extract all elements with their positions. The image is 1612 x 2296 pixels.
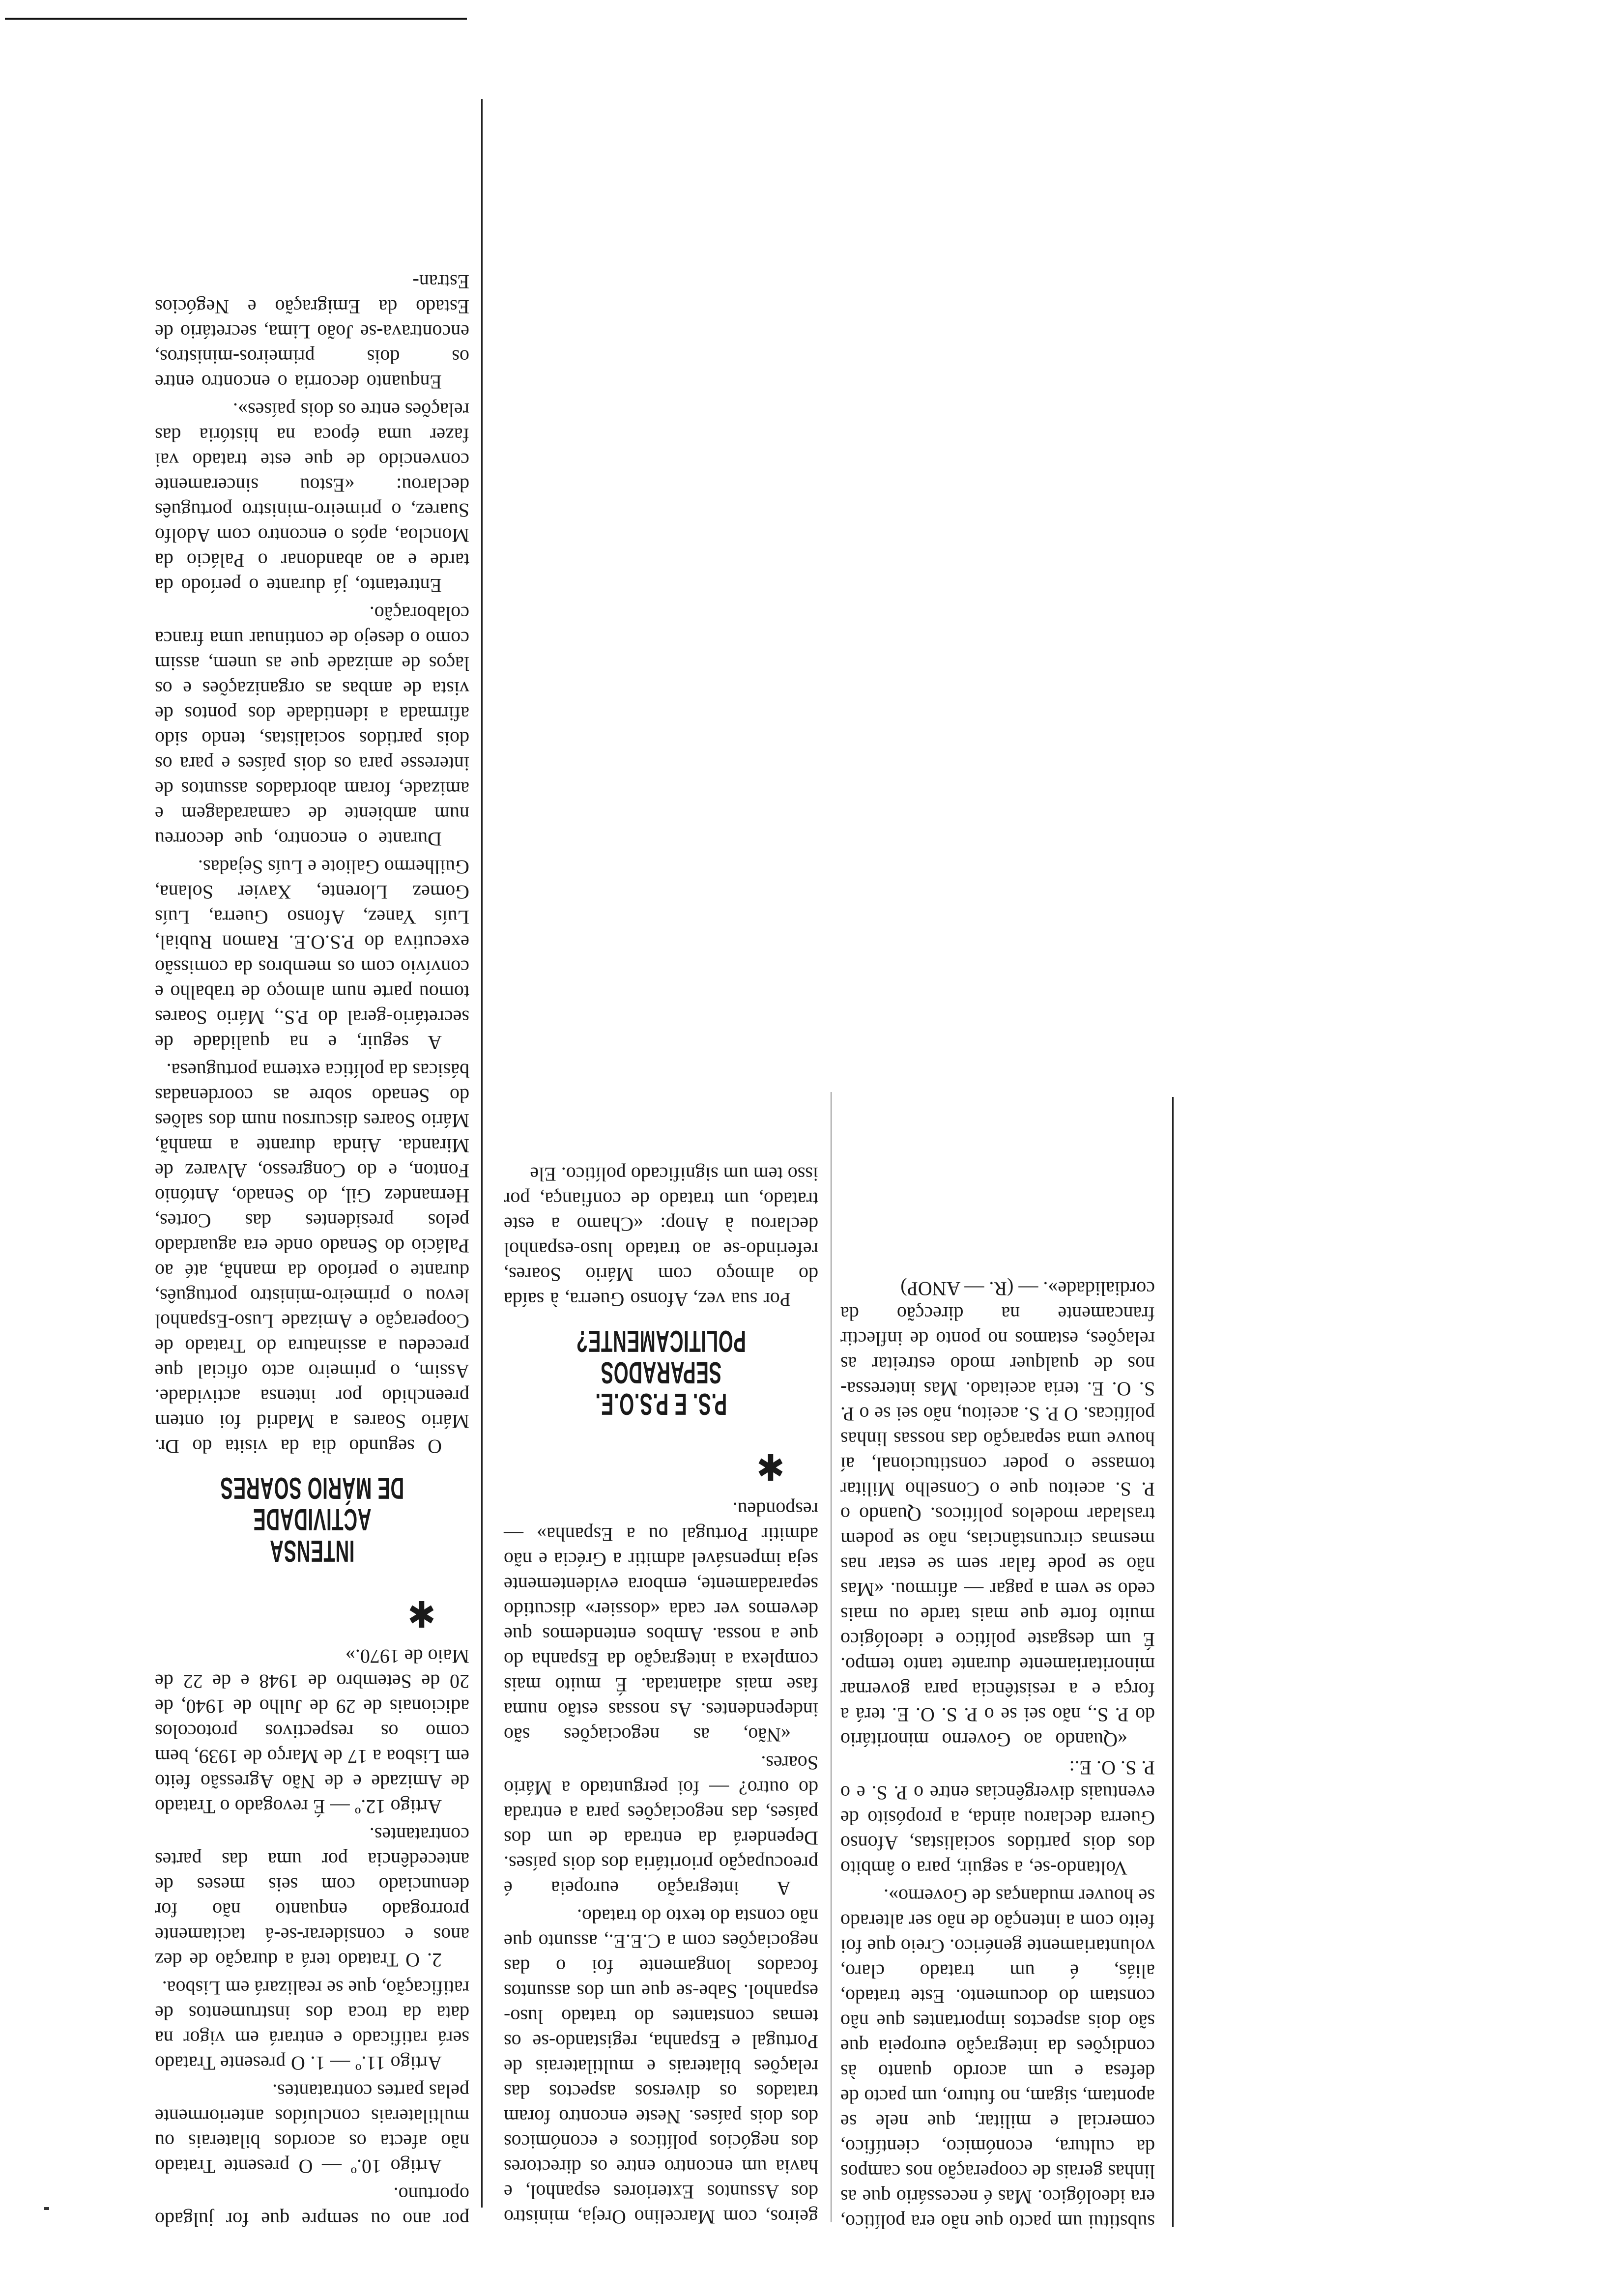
paragraph: 2. O Tratado terá a duração de dez anos e considerar-se-á tacitamente prorrogado enquanto não for denunciado com seis meses de antecedência por uma das partes contratantes. bbox=[155, 1824, 469, 1971]
paragraph: O segundo dia da visita do Dr. Mário Soares a Madrid foi ontem preenchido por intensa actividade. Assim, o primeiro acto oficial que precedeu a assinatura do Tratado de Cooperação e Amizade Luso-Espanhol levou o primeiro-ministro português, durante o período da manhã, até ao Palácio do Senado onde era aguardado pelos presidentes das Cortes, Hernandez Gil, do Senado, António Fonton, e do Congresso, Alvarez de Miranda. Ainda durante a manhã, Mário Soares discursou num dos salões do Senado sobre as coordenadas básicas da política externa portuguesa. bbox=[155, 1060, 469, 1458]
paragraph: substitui um pacto que não era político, era ideológico. Mas é necessário que as linhas gerais de cooperação nos campos da cultura, económico, científico, comercial e militar, que nele se apontam, sigam, no futuro, um pacto de defesa e um acordo quanto às condições da integração europeia que são dois aspectos importantes que não constam do documento. Este tratado, aliás, é um tratado claro, voluntariamente genérico. Creio que foi feito com a intenção de não ser alterado se houver mudanças de Governo». bbox=[840, 1885, 1155, 2233]
paragraph: Voltando-se, a seguir, para o âmbito dos dois partidos socialistas, Afonso Guerra declarou ainda, a propósito de eventuais divergências entre o P. S. e o P. S. O. E.: bbox=[840, 1757, 1155, 1879]
column-rule bbox=[481, 99, 483, 2208]
column-b bbox=[504, 1159, 818, 2230]
heading-ps-psoe bbox=[564, 1324, 785, 1487]
paragraph: A integração europeia é preocupação prioritária dos dois países. Dependerá da entrada de um dos países, das negociações para a entrada do outro? — foi perguntado a Mário Soares. bbox=[504, 1752, 818, 1899]
paragraph: por ano ou sempre que for julgado oportuno. bbox=[155, 2183, 469, 2231]
column-a bbox=[155, 266, 469, 2232]
paragraph: Durante o encontro, que decorreu num ambiente de camaradagem e amizade, foram abordados assuntos de interesse para os dois países e para os dois partidos socialistas, tendo sido afirmada a identidade dos pontos de vista de ambas as organizações e os laços de amizade que as unem, assim como o desejo de continuar uma franca colaboração. bbox=[155, 603, 469, 850]
paragraph: Artigo 11.º — 1. O presente Tratado será ratificado e entrará em vigor na data da troca dos instrumentos de ratificação, que se realizará em Lisboa. bbox=[155, 1977, 469, 2074]
heading-text: P.S. E P.S.O.E. SEPARADOS POLITICAMENTE? bbox=[576, 1324, 747, 1421]
paragraph: «Não, as negociações são independentes. As nossas estão numa fase mais adiantada. É muito mais complexa a integração da Espanha do que a nossa. Ambos entendemos que devemos ver cada «dossier» discutido separadamente, embora evidentemente seja impensável admitir a Grécia e não admitir Portugal ou a Espanha» — respondeu. bbox=[504, 1498, 818, 1746]
paragraph: Artigo 10.º — O presente Tratado não afecta os acordos bilaterais ou multilaterais concluídos anteriormente pelas partes contratantes. bbox=[155, 2080, 469, 2178]
top-border-line bbox=[5, 18, 467, 20]
star-icon: ✱ bbox=[406, 1593, 436, 1634]
column-c bbox=[840, 1273, 1155, 2235]
paragraph: «Quando ao Governo minoritário do P. S., não sei se o P. S. O. E. terá a força e a resistência para governar minoritariamente durante tanto tempo. É um desgaste político e ideológico muito forte que mais tarde ou mais cedo se vem a pagar — afirmou. «Mas não se pode falar sem se estar nas mesmas circunstâncias, não se podem trasladar modelos políticos. Quando o P. S. aceitou que o Conselho Militar tomasse o poder constitucional, aí houve uma separação das nossas linhas políticas. O P. S. aceitou, não sei se o P. S. O. E. teria aceitado. Mas interessa-nos de qualquer modo estreitar as relações, estamos no ponto de inflectir francamente na direcção da cordialidade». — (R. — ANOP) bbox=[840, 1278, 1155, 1751]
star-icon: ✱ bbox=[755, 1446, 785, 1487]
paragraph: Por sua vez, Afonso Guerra, à saída do almoço com Mário Soares, referindo-se ao tratado luso-espanhol declarou à Anop: «Chamo a este tratado, um tratado de confiança, por isso tem um significado político. Ele bbox=[504, 1163, 818, 1311]
heading-intensa-actividade bbox=[215, 1471, 436, 1634]
paragraph: Entretanto, já durante o período da tarde e ao abandonar o Palácio da Moncloa, após o encontro com Adolfo Suarez, o primeiro-ministro português declarou: «Estou sinceramente convencido de que este tratado vai fazer uma época na história das relações entre os dois países». bbox=[155, 399, 469, 597]
column-c-right-rule bbox=[831, 1092, 832, 2222]
paragraph: Enquanto decorria o encontro entre os dois primeiros-ministros, encontrava-se João Lima, secretário de Estado da Emigração e Negócios Estran- bbox=[155, 271, 469, 393]
paragraph: A seguir, e na qualidade de secretário-geral do P.S., Mário Soares tomou parte num almoço de trabalho e convívio com os membros da comissão executiva do P.S.O.E. Ramon Rubial, Luís Yanez, Afonso Guerra, Luís Gomez Llorente, Xavier Solana, Guilhermo Galiote e Luís Sejadas. bbox=[155, 856, 469, 1054]
paragraph: Artigo 12.º — É revogado o Tratado de Amizade e de Não Agressão feito em Lisboa a 17 de Março de 1939, bem como os respectivos protocolos adicionais de 29 de Julho de 1940, de 20 de Setembro de 1948 e de 22 de Maio de 1970.» bbox=[155, 1645, 469, 1818]
margin-dots bbox=[44, 2207, 49, 2210]
heading-text: INTENSA ACTIVIDADE DE MÁRIO SOARES bbox=[220, 1471, 404, 1568]
column-c-left-rule bbox=[1172, 1097, 1174, 2227]
paragraph: geiros, com Marcelino Oreja, ministro dos Assuntos Exteriores espanhol, e havia um encontro entre os directores dos negócios políticos e económicos dos dois países. Neste encontro foram tratados os diversos aspectos das relações bilaterais e multilaterais de Portugal e Espanha, registando-se os temas constantes do tratado luso-espanhol. Sabe-se que um dos assuntos focados longamente foi o das negociações com a C.E.E., assunto que não consta do texto do tratado. bbox=[504, 1905, 818, 2228]
